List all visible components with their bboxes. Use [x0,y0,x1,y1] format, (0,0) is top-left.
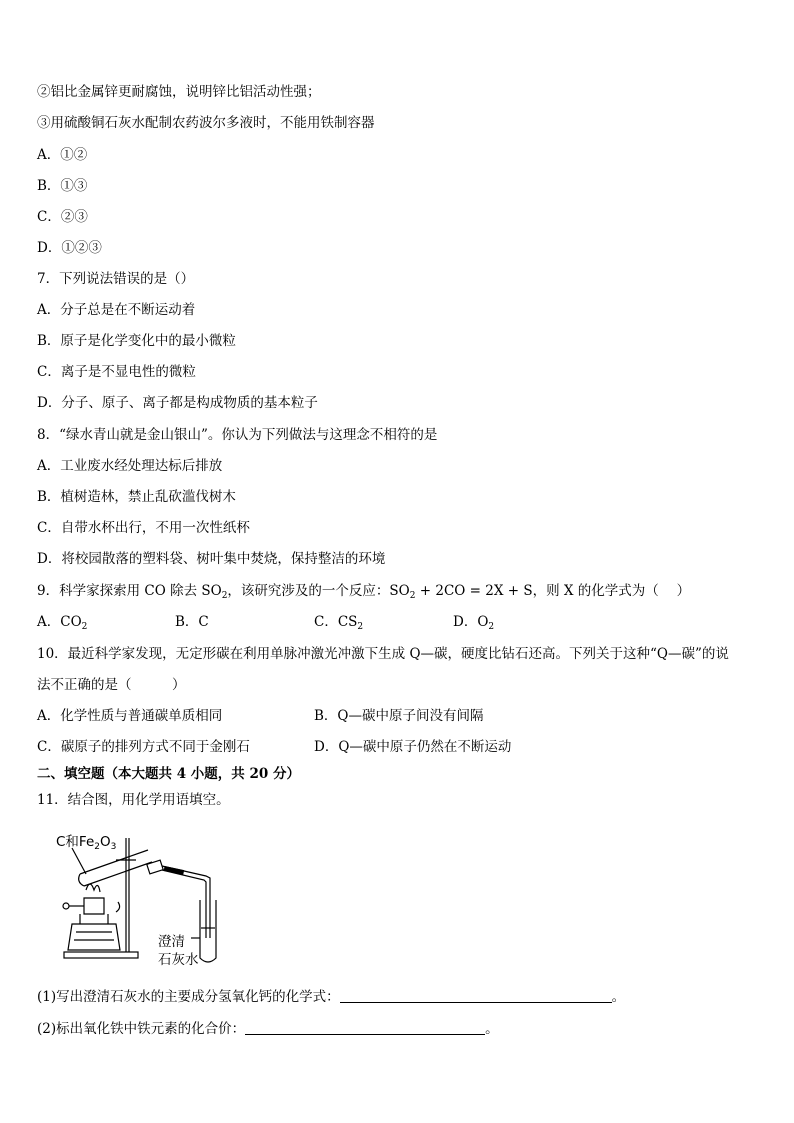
q7-option-b: B．原子是化学变化中的最小微粒 [37,333,236,349]
q6-statement-3: ③用硫酸铜石灰水配制农药波尔多液时，不能用铁制容器 [37,115,375,131]
q7-stem: 7．下列说法错误的是（） [37,271,195,287]
q8-option-a: A．工业废水经处理达标后排放 [37,458,223,474]
q9-option-b: B．C [175,614,209,630]
q7-option-d: D．分子、原子、离子都是构成物质的基本粒子 [37,395,318,411]
q6-option-b: B．①③ [37,178,88,194]
q6-option-a: A．①② [37,147,88,163]
reactant-label: C和$Fe_2O_3$ [56,834,117,852]
q9-option-a: A．$CO_2$ [37,614,88,632]
q9-option-d: D．$O_2$ [453,614,495,632]
q11-part-1: (1)写出澄清石灰水的主要成分氢氧化钙的化学式： 。 [37,989,626,1005]
q7-option-a: A．分子总是在不断运动着 [37,302,196,318]
limewater-label-2: 石灰水 [158,952,199,968]
q10-option-d: D．Q—碳中原子仍然在不断运动 [314,739,512,755]
q6-option-d: D．①②③ [37,240,102,256]
q6-option-c: C．②③ [37,209,88,225]
q8-option-b: B．植树造林，禁止乱砍滥伐树木 [37,489,236,505]
q10-stem-line2: 法不正确的是（ ） [37,677,186,693]
answer-blank-2[interactable] [245,1020,485,1035]
q10-option-c: C．碳原子的排列方式不同于金刚石 [37,739,250,755]
apparatus-figure [56,828,236,968]
q7-option-c: C．离子是不显电性的微粒 [37,364,196,380]
q8-option-c: C．自带水杯出行，不用一次性纸杯 [37,520,250,536]
limewater-label-1: 澄清 [158,934,185,950]
answer-blank-1[interactable] [340,988,612,1003]
section-heading: 二、填空题（本大题共 4 小题，共 20 分） [37,766,300,782]
q10-option-b: B．Q—碳中原子间没有间隔 [314,708,484,724]
q11-part-2: (2)标出氧化铁中铁元素的化合价： 。 [37,1021,499,1037]
q6-statement-2: ②铝比金属锌更耐腐蚀，说明锌比铝活动性强； [37,84,321,100]
q10-stem-line1: 10．最近科学家发现，无定形碳在利用单脉冲激光冲激下生成 Q—碳，硬度比钻石还高。下列关于这种“Q—碳”的说 [37,646,729,662]
q11-stem: 11．结合图，用化学用语填空。 [37,792,230,808]
q8-option-d: D．将校园散落的塑料袋、树叶集中焚烧，保持整洁的环境 [37,551,386,567]
q8-stem: 8．“绿水青山就是金山银山”。你认为下列做法与这理念不相符的是 [37,427,438,443]
q9-option-c: C．$CS_2$ [314,614,364,632]
q9-stem: 9．科学家探索用 CO 除去 $SO_2$，该研究涉及的一个反应：$SO_2 + 2CO = 2X + S$，则 X 的化学式为（ ） [37,583,691,601]
q10-option-a: A．化学性质与普通碳单质相同 [37,708,223,724]
